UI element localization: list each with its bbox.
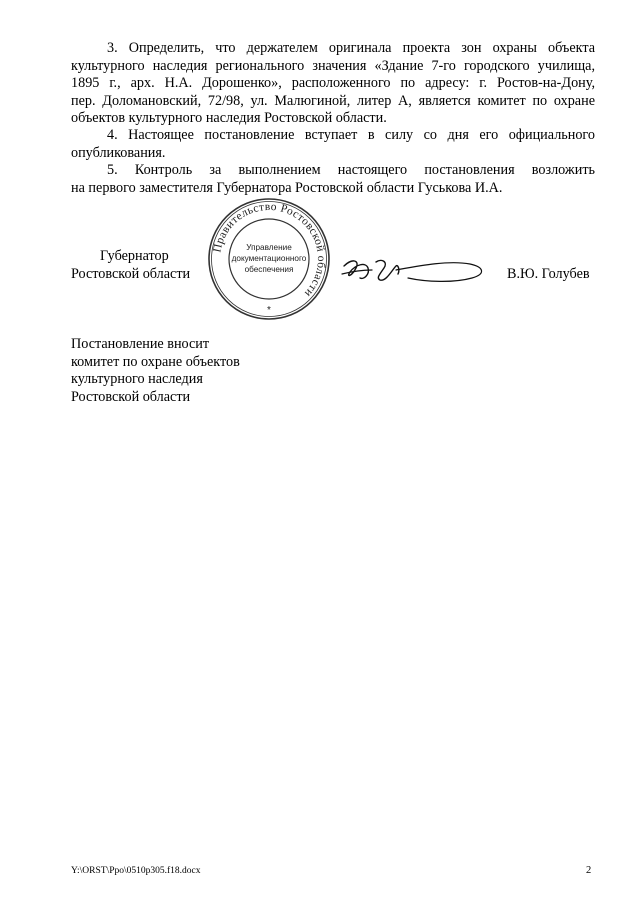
handwritten-signature	[338, 248, 488, 290]
paragraph-line: объектов культурного наследия Ростовской области.	[71, 110, 387, 127]
paragraph-line: на первого заместителя Губернатора Ростовской области Гуськова И.А.	[71, 179, 503, 196]
paragraph-line: опубликования.	[71, 144, 166, 161]
paragraph-line: 3. Определить, что держателем оригинала проекта зон охраны объекта	[107, 40, 595, 56]
signer-title-line-2: Ростовской области	[71, 266, 191, 282]
signer-title-line-1: Губернатор	[100, 248, 169, 264]
note-line: Постановление вносит	[71, 336, 210, 352]
footer-file-path: Y:\ORST\Ppo\0510p305.f18.docx	[71, 866, 201, 876]
signer-name: В.Ю. Голубев	[507, 266, 590, 282]
seal-outer-text: Правительство Ростовской области	[211, 200, 328, 300]
paragraph-3	[71, 40, 595, 128]
paragraph-4	[71, 127, 595, 162]
note-line: Ростовской области	[71, 388, 191, 405]
seal-star: *	[267, 305, 271, 316]
paragraph-line: 1895 г., арх. Н.А. Дорошенко», расположенного по адресу: г. Ростов-на-Дону,	[71, 75, 595, 92]
paragraph-line: 5. Контроль за выполнением настоящего постановления возложить	[107, 162, 595, 178]
paragraph-line: 4. Настоящее постановление вступает в силу со дня его официального	[107, 127, 595, 143]
seal-inner-line-3: обеспечения	[244, 265, 294, 274]
official-seal	[206, 196, 332, 322]
seal-inner-line-2: документационного	[231, 254, 307, 263]
paragraph-line: культурного наследия регионального значения «Здание 7-го городского училища,	[71, 57, 595, 74]
note-line: комитет по охране объектов	[71, 353, 240, 370]
submitted-by-note	[71, 336, 240, 406]
seal-inner-line-1: Управление	[246, 243, 292, 252]
page-number: 2	[586, 865, 592, 876]
note-line: культурного наследия	[71, 371, 203, 388]
paragraph-line: пер. Доломановский, 72/98, ул. Малюгиной, литер А, является комитет по охране	[71, 92, 595, 109]
paragraph-5	[71, 162, 595, 197]
